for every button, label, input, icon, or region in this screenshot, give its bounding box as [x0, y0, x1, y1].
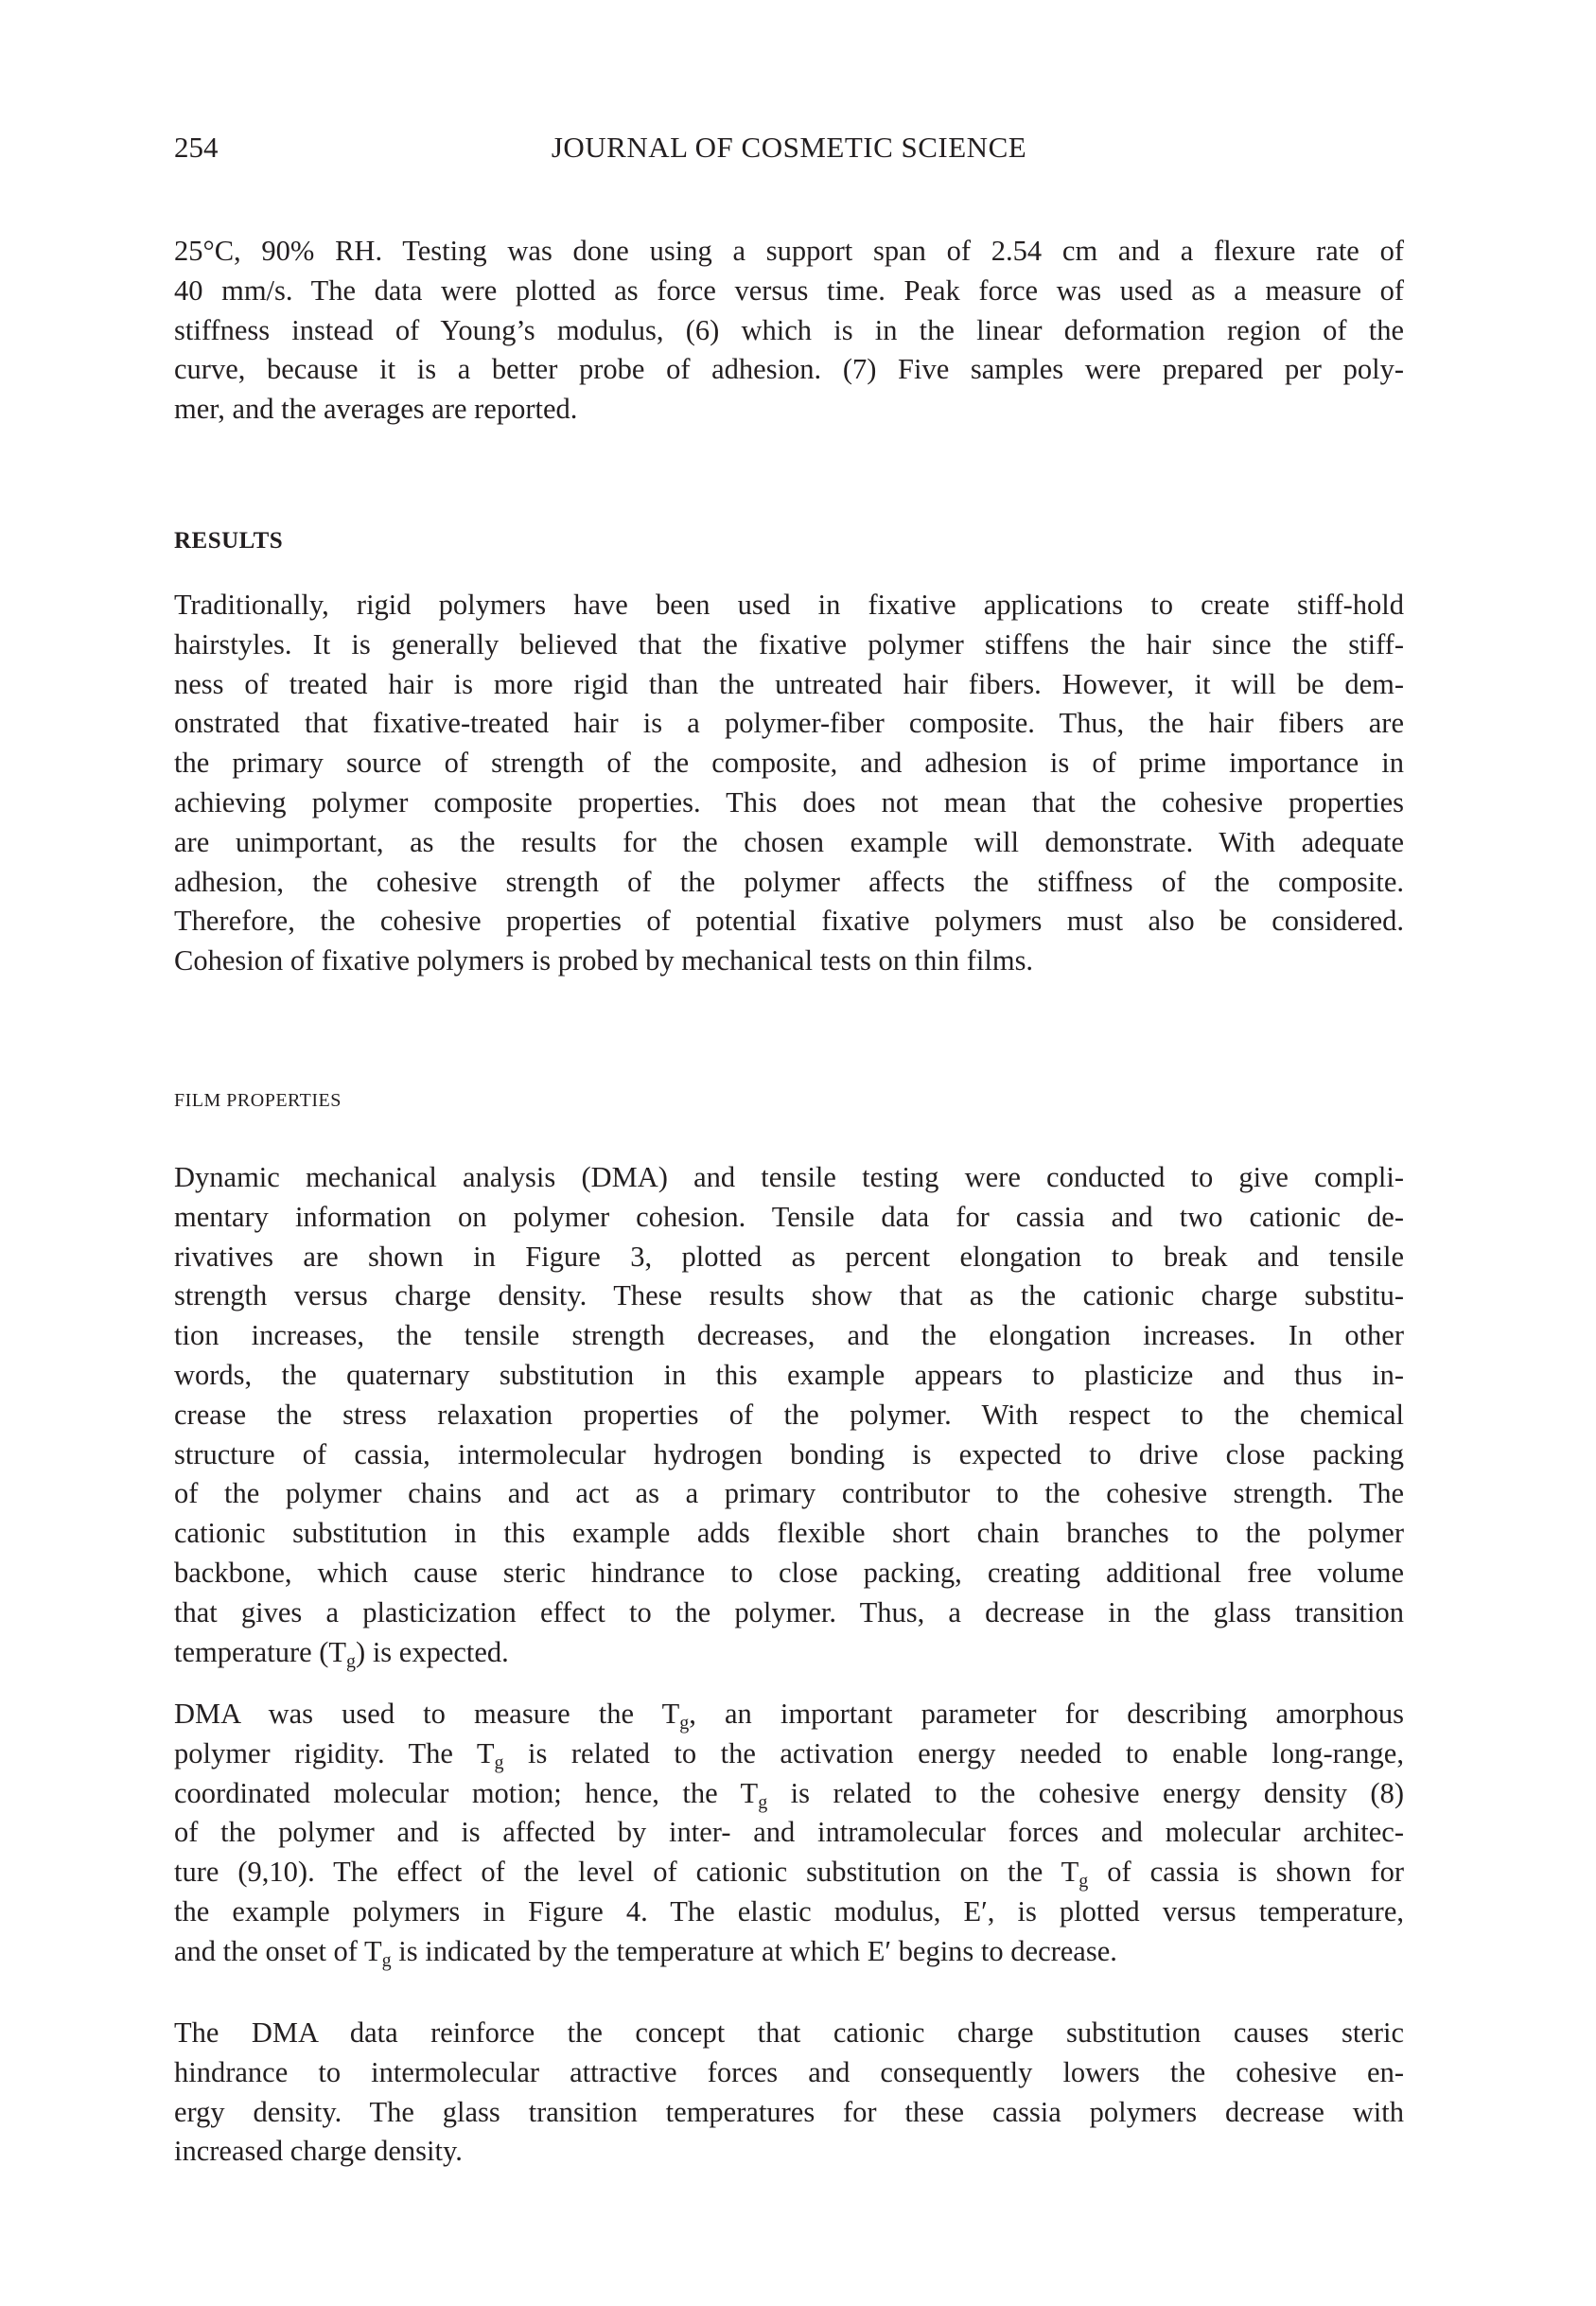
- subscript: g: [346, 1650, 357, 1672]
- text-line: [174, 1932, 1404, 1972]
- text-line: [174, 1474, 1404, 1514]
- subscript: g: [381, 1949, 392, 1971]
- text-run: of cassia is shown for: [1088, 1856, 1404, 1889]
- text-line: [174, 1774, 1404, 1814]
- text-run: mentary information on polymer cohesion. Tensile data for cassia and two cationic de-: [174, 1200, 1404, 1233]
- text-run: 25°C, 90% RH. Testing was done using a support span of 2.54 cm and a flexure rate of: [174, 235, 1404, 267]
- text-line: [174, 272, 1404, 311]
- text-run: are unimportant, as the results for the chosen example will demonstrate. With adequate: [174, 825, 1404, 858]
- text-run: onstrated that fixative-treated hair is a polymer-fiber composite. Thus, the hair fibers are: [174, 707, 1404, 740]
- subscript: g: [1079, 1871, 1089, 1892]
- text-line: [174, 942, 1404, 981]
- text-run: tion increases, the tensile strength decreases, and the elongation increases. In other: [174, 1319, 1404, 1352]
- text-run: structure of cassia, intermolecular hydrogen bonding is expected to drive close packing: [174, 1437, 1404, 1470]
- text-line: [174, 665, 1404, 705]
- subscript: g: [758, 1791, 768, 1813]
- text-line: [174, 232, 1404, 272]
- section-heading-results: RESULTS: [174, 528, 284, 554]
- text-run: curve, because it is a better probe of adhesion. (7) Five samples were prepared per poly-: [174, 353, 1404, 386]
- text-line: [174, 1554, 1404, 1593]
- text-line: [174, 1892, 1404, 1932]
- text-line: [174, 390, 1404, 430]
- text-run: Cohesion of fixative polymers is probed by mechanical tests on thin films.: [174, 944, 1034, 977]
- text-line: [174, 1853, 1404, 1892]
- text-run: is related to the cohesive energy density (8): [767, 1776, 1404, 1809]
- text-line: [174, 744, 1404, 783]
- text-run: , an important parameter for describing amorphous: [689, 1698, 1404, 1730]
- text-run: temperature (T: [174, 1635, 347, 1668]
- text-line: [174, 1238, 1404, 1277]
- text-line: [174, 1734, 1404, 1774]
- text-run: rivatives are shown in Figure 3, plotted as percent elongation to break and tensile: [174, 1240, 1404, 1273]
- text-run: ergy density. The glass transition temperatures for these cassia polymers decrease with: [174, 2095, 1404, 2128]
- text-line: [174, 1633, 1404, 1673]
- text-run: the primary source of strength of the composite, and adhesion is of prime importance in: [174, 747, 1404, 780]
- text-run: DMA was used to measure the T: [174, 1698, 680, 1730]
- text-run: and the onset of T: [174, 1934, 382, 1967]
- text-line: [174, 2014, 1404, 2053]
- running-header-journal-title: JOURNAL OF COSMETIC SCIENCE: [551, 131, 1027, 164]
- text-line: [174, 1695, 1404, 1734]
- text-line: [174, 1593, 1404, 1633]
- text-line: [174, 823, 1404, 863]
- paragraph-methods-continued: [174, 232, 1404, 430]
- text-line: [174, 1396, 1404, 1435]
- text-line: [174, 586, 1404, 625]
- text-run: stiffness instead of Young’s modulus, (6) which is in the linear deformation region of the: [174, 313, 1404, 346]
- text-run: polymer rigidity. The T: [174, 1736, 495, 1769]
- text-run: of the polymer and is affected by inter- and intramolecular forces and molecular architec-: [174, 1816, 1404, 1849]
- paragraph-tensile-data: [174, 1158, 1404, 1672]
- text-run: ture (9,10). The effect of the level of cationic substitution on the T: [174, 1856, 1079, 1889]
- paragraph-results-intro: [174, 586, 1404, 981]
- text-run: crease the stress relaxation properties of the polymer. With respect to the chemical: [174, 1398, 1404, 1431]
- text-line: [174, 2053, 1404, 2093]
- page-number: 254: [174, 131, 219, 164]
- text-line: [174, 704, 1404, 744]
- text-run: mer, and the averages are reported.: [174, 393, 578, 426]
- text-line: [174, 1158, 1404, 1198]
- text-run: backbone, which cause steric hindrance to close packing, creating additional free volume: [174, 1556, 1404, 1589]
- text-line: [174, 2132, 1404, 2172]
- text-run: that gives a plasticization effect to the polymer. Thus, a decrease in the glass transition: [174, 1595, 1404, 1628]
- paragraph-dma-tg: [174, 1695, 1404, 1972]
- text-run: words, the quaternary substitution in this example appears to plasticize and thus in-: [174, 1358, 1404, 1391]
- text-run: The DMA data reinforce the concept that cationic charge substitution causes steric: [174, 2016, 1404, 2049]
- text-run: Dynamic mechanical analysis (DMA) and tensile testing were conducted to give compli-: [174, 1161, 1404, 1193]
- text-run: Therefore, the cohesive properties of potential fixative polymers must also be considered.: [174, 905, 1404, 938]
- text-line: [174, 2093, 1404, 2133]
- text-run: achieving polymer composite properties. This does not mean that the cohesive properties: [174, 785, 1404, 819]
- text-line: [174, 863, 1404, 903]
- text-line: [174, 783, 1404, 823]
- text-run: cationic substitution in this example adds flexible short chain branches to the polymer: [174, 1517, 1404, 1550]
- paragraph-dma-conclusion: [174, 2014, 1404, 2172]
- text-line: [174, 350, 1404, 390]
- text-run: adhesion, the cohesive strength of the polymer affects the stiffness of the composite.: [174, 865, 1404, 898]
- text-line: [174, 902, 1404, 942]
- text-run: 40 mm/s. The data were plotted as force versus time. Peak force was used as a measure of: [174, 273, 1404, 307]
- text-line: [174, 1435, 1404, 1475]
- text-run: is indicated by the temperature at which E′ begins to decrease.: [391, 1934, 1117, 1967]
- text-line: [174, 1813, 1404, 1853]
- text-run: increased charge density.: [174, 2135, 463, 2168]
- subsection-heading-film-properties: FILM PROPERTIES: [174, 1090, 342, 1111]
- text-line: [174, 1356, 1404, 1396]
- text-run: strength versus charge density. These results show that as the cationic charge substitu-: [174, 1279, 1404, 1312]
- text-run: coordinated molecular motion; hence, the T: [174, 1776, 759, 1809]
- text-run: hindrance to intermolecular attractive forces and consequently lowers the cohesive en-: [174, 2055, 1404, 2088]
- text-line: [174, 1276, 1404, 1316]
- text-run: ) is expected.: [356, 1635, 509, 1668]
- text-run: the example polymers in Figure 4. The elastic modulus, E′, is plotted versus temperature,: [174, 1894, 1404, 1928]
- text-run: is related to the activation energy needed to enable long-range,: [503, 1736, 1404, 1769]
- subscript: g: [679, 1713, 690, 1734]
- text-line: [174, 1198, 1404, 1238]
- text-line: [174, 1514, 1404, 1554]
- text-run: Traditionally, rigid polymers have been used in fixative applications to create stiff-hold: [174, 589, 1404, 621]
- text-run: ness of treated hair is more rigid than the untreated hair fibers. However, it will be dem-: [174, 667, 1404, 700]
- text-run: hairstyles. It is generally believed that the fixative polymer stiffens the hair since the stiff-: [174, 627, 1404, 660]
- text-line: [174, 625, 1404, 665]
- subscript: g: [494, 1752, 504, 1773]
- text-line: [174, 1316, 1404, 1356]
- text-line: [174, 311, 1404, 351]
- text-run: of the polymer chains and act as a primary contributor to the cohesive strength. The: [174, 1477, 1404, 1510]
